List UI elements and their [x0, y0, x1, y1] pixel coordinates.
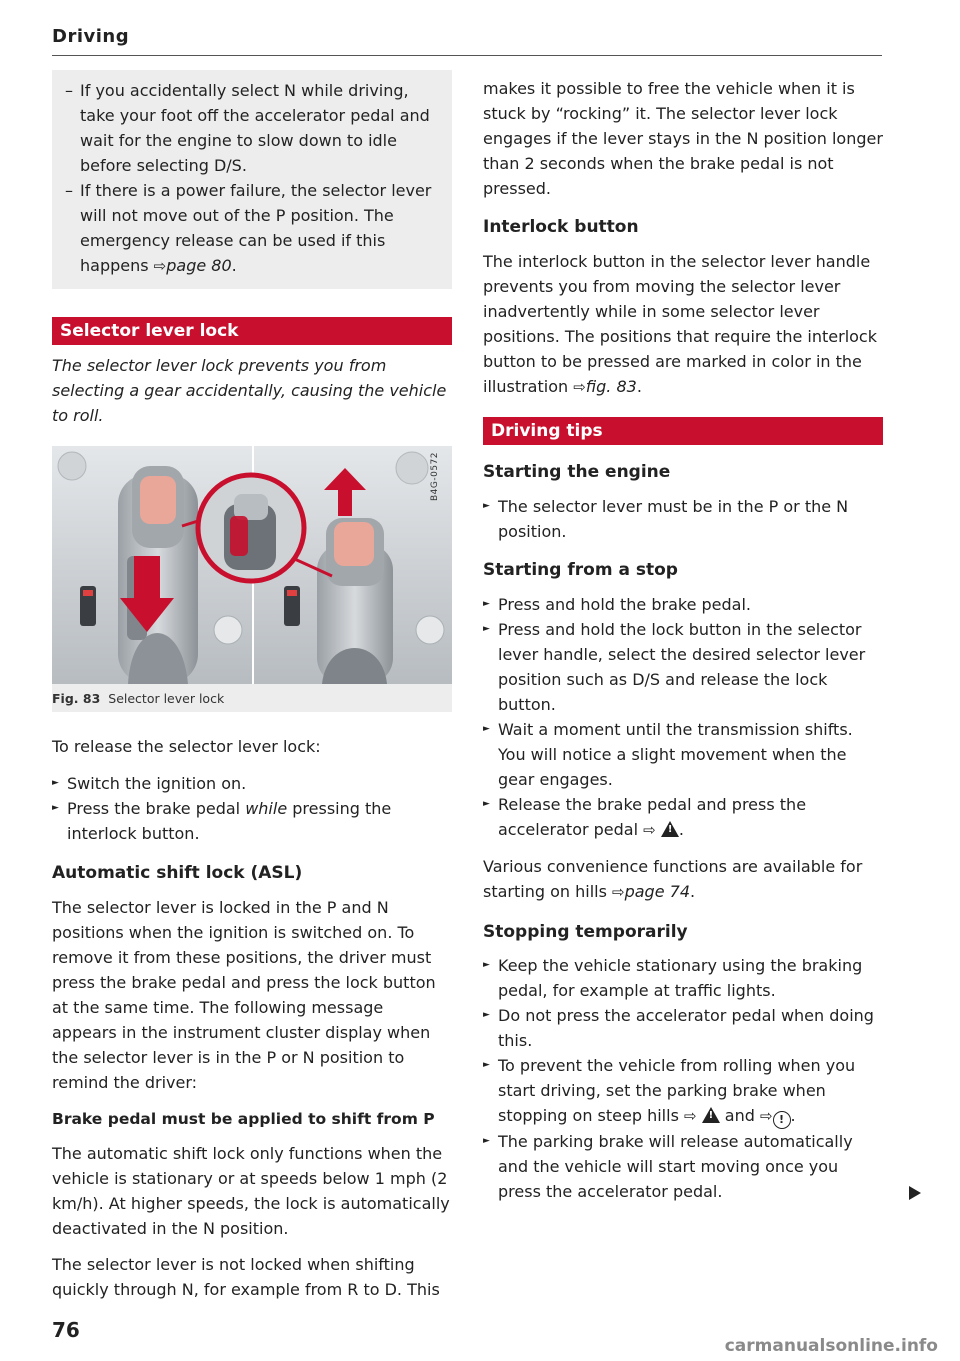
- page-number: 76: [52, 1318, 80, 1342]
- brake-message: Brake pedal must be applied to shift from P: [52, 1110, 435, 1128]
- xref-arrow-icon: ⇨: [573, 378, 586, 396]
- note-box: [52, 70, 452, 289]
- section-bar-driving-tips: Driving tips: [483, 417, 883, 445]
- gear-lever-drawing: [52, 446, 452, 684]
- warning-triangle-icon[interactable]: [702, 1107, 720, 1123]
- section-intro: The selector lever lock prevents you from selecting a gear accidentally, causing the vehicle to roll.: [52, 356, 447, 425]
- step-item: ► The parking brake will release automatically and the vehicle will start moving once you press the accelerator pedal.: [483, 1129, 883, 1204]
- heading-starting-stop: Starting from a stop: [483, 560, 678, 580]
- step-item: ► To prevent the vehicle from rolling when you start driving, set the parking brake when stopping on steep hills ⇨ ! and ⇨ ! .: [483, 1053, 883, 1129]
- heading-starting-engine: Starting the engine: [483, 462, 671, 482]
- xref-arrow-icon: ⇨: [153, 257, 167, 275]
- figure-83: [52, 446, 452, 712]
- left-column: [52, 70, 452, 1302]
- asl-paragraph-3: The selector lever is not locked when shifting quickly through N, for example from R to D. This: [52, 1255, 440, 1299]
- step-item: ► The selector lever must be in the P or the N position.: [483, 494, 883, 544]
- figure-code: B4G-0572: [430, 452, 440, 502]
- step-item: ► Wait a moment until the transmission shifts. You will notice a slight movement when the gear engages.: [483, 717, 883, 792]
- xref-arrow-icon: ⇨: [684, 1107, 697, 1125]
- figure-ref-link[interactable]: fig. 83: [585, 377, 637, 396]
- warning-triangle-icon[interactable]: [661, 821, 679, 837]
- continue-arrow-icon: [909, 1186, 921, 1200]
- figure-caption: Fig. 83 Selector lever lock: [52, 691, 225, 706]
- note-item: – If there is a power failure, the selector lever will not move out of the P position. The emergency release can be used if this happens ⇨page 80.: [60, 178, 440, 279]
- selector-lever-illustration: [52, 446, 452, 684]
- asl-paragraph: The selector lever is locked in the P and N positions when the ignition is switched on. To remove it from these positions, the driver must press the brake pedal and press the lock button at the same time. The following message appears in the instrument cluster display when the selector lever is in the P or N position to remind the driver:: [52, 898, 436, 1092]
- step-item: ► Do not press the accelerator pedal when doing this.: [483, 1003, 883, 1053]
- xref-arrow-icon: ⇨: [612, 883, 625, 901]
- right-column: [483, 70, 883, 1204]
- watermark[interactable]: carmanualsonline.info: [724, 1336, 938, 1356]
- note-item: – If you accidentally select N while driving, take your foot off the accelerator pedal and wait for the engine to slow down to idle before selecting D/S.: [60, 78, 440, 178]
- hills-paragraph: Various convenience functions are available for starting on hills ⇨page 74.: [483, 857, 863, 901]
- step-item: ► Press and hold the lock button in the selector lever handle, select the desired selector lever position such as D/S and release the lock button.: [483, 617, 883, 717]
- figure-label: Fig. 83: [52, 691, 101, 706]
- page-header: [52, 26, 882, 56]
- header-rule: [52, 55, 882, 56]
- release-intro: To release the selector lever lock:: [52, 737, 321, 756]
- continued-paragraph: makes it possible to free the vehicle when it is stuck by “rocking” it. The selector lever lock engages if the lever stays in the N position longer than 2 seconds when the brake pedal is not pressed.: [483, 79, 883, 198]
- section-bar-selector-lever-lock: Selector lever lock: [52, 317, 452, 345]
- heading-interlock: Interlock button: [483, 217, 639, 237]
- section-title: Driving: [52, 26, 130, 47]
- step-item: ► Keep the vehicle stationary using the braking pedal, for example at traffic lights.: [483, 953, 883, 1003]
- notice-circle-icon[interactable]: !: [773, 1111, 791, 1129]
- release-step: ► Switch the ignition on.: [52, 771, 452, 796]
- interlock-paragraph: The interlock button in the selector lever handle prevents you from moving the selector lever inadvertently while in some selector lever positions. The positions that require the interlock button to be pressed are marked in color in the illustration ⇨fig. 83.: [483, 252, 877, 396]
- heading-asl: Automatic shift lock (ASL): [52, 863, 303, 883]
- step-item: ► Release the brake pedal and press the accelerator pedal ⇨ ! .: [483, 792, 883, 843]
- release-step: ► Press the brake pedal while pressing the interlock button.: [52, 796, 452, 846]
- page-ref-link[interactable]: page 80: [166, 256, 232, 275]
- step-item: ► Press and hold the brake pedal.: [483, 592, 883, 617]
- page-ref-link[interactable]: page 74: [624, 882, 690, 901]
- asl-paragraph-2: The automatic shift lock only functions when the vehicle is stationary or at speeds below 1 mph (2 km/h). At higher speeds, the lock is automatically deactivated in the N position.: [52, 1144, 450, 1238]
- xref-arrow-icon: ⇨: [759, 1107, 773, 1125]
- xref-arrow-icon: ⇨: [643, 821, 656, 839]
- heading-stopping-temporarily: Stopping temporarily: [483, 922, 688, 942]
